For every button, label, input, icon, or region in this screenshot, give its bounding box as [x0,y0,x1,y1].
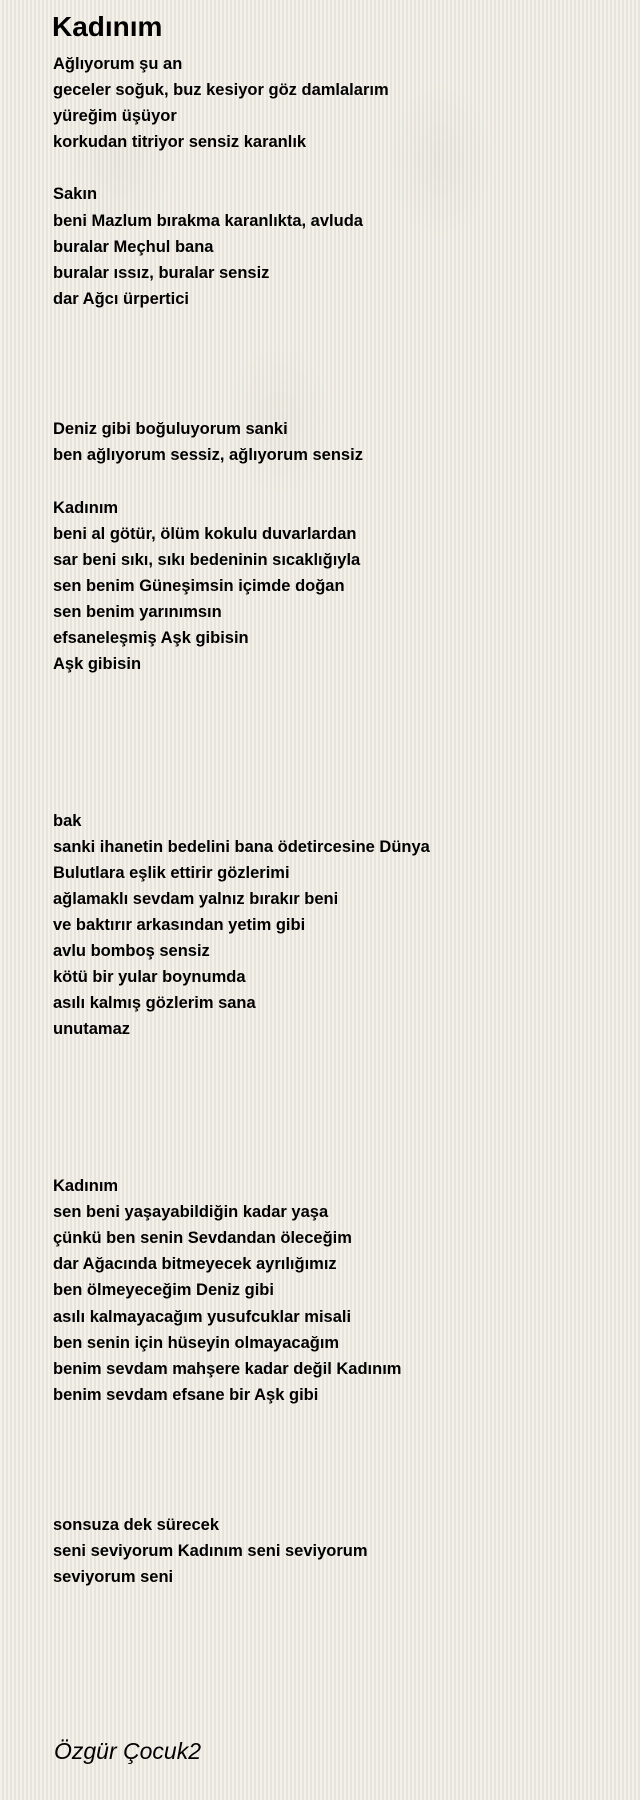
poem-line: Deniz gibi boğuluyorum sanki [53,420,288,439]
poem-line: ben ağlıyorum sessiz, ağlıyorum sensiz [53,446,363,465]
poem-line: yüreğim üşüyor [53,107,177,126]
poem-line: efsaneleşmiş Aşk gibisin [53,629,249,648]
poem-line: korkudan titriyor sensiz karanlık [53,133,307,152]
poem-line: ben ölmeyeceğim Deniz gibi [53,1281,274,1300]
stanza-gap [53,729,613,755]
stanza-gap [53,1486,613,1512]
poem-line: asılı kalmayacağım yusufcuklar misali [53,1307,352,1326]
stanza-gap [53,1095,613,1121]
poem-line: Sakın [53,185,98,204]
poem-line: bak [53,811,82,830]
poem-line: Ağlıyorum şu an [53,55,183,73]
poem-line: dar Ağcı ürpertici [53,289,190,308]
poem-line: avlu bomboş sensiz [53,942,210,961]
stanza-gap [53,677,613,703]
poem-line: sar beni sıkı, sıkı bedeninin sıcaklığıyla [53,550,361,569]
stanza-gap [53,364,613,390]
poem-line: sen benim yarınımsın [53,602,222,621]
poem-line: seni seviyorum Kadınım seni seviyorum [53,1542,368,1561]
poem-line: sanki ihanetin bedelini bana ödetircesine Dünya [53,837,430,856]
stanza-gap [53,703,613,729]
poem-line: asılı kalmış gözlerim sana [53,994,256,1013]
stanza-gap [53,469,613,495]
stanza-gap [53,1069,613,1095]
poem-line: ağlamaklı sevdam yalnız bırakır beni [53,890,339,908]
poem-line: dar Ağacında bitmeyecek ayrılığımız [53,1255,337,1274]
author-name[interactable]: Özgür Çocuk2 [54,1738,202,1764]
stanza-gap [53,1408,613,1434]
poem-line: ve baktırır arkasından yetim gibi [53,916,306,935]
stanza-gap [53,155,613,181]
poem-line: sen benim Güneşimsin içimde doğan [53,576,345,595]
poem-line: beni Mazlum bırakma karanlıkta, avluda [53,211,363,230]
poem-line: çünkü ben senin Sevdandan öleceğim [53,1229,352,1248]
stanza-gap [53,782,613,808]
poem-body [53,51,613,1591]
stanza-gap [53,1434,613,1460]
stanza-gap [53,1147,613,1173]
poem-line: sonsuza dek sürecek [53,1516,219,1535]
poem-line: Bulutlara eşlik ettirir gözlerimi [53,863,290,882]
stanza-gap [53,338,613,364]
poem-line: buralar ıssız, buralar sensiz [53,263,270,282]
stanza-gap [53,1043,613,1069]
stanza-gap [53,1460,613,1486]
poem-line: Kadınım [53,1177,119,1196]
poem-line: beni al götür, ölüm kokulu duvarlardan [53,524,357,543]
poem-line: Aşk gibisin [53,655,142,674]
stanza-gap [53,390,613,416]
stanza-gap [53,756,613,782]
poem-line: sen beni yaşayabildiğin kadar yaşa [53,1203,329,1222]
poem-line: benim sevdam efsane bir Aşk gibi [53,1385,319,1404]
poem-line: unutamaz [53,1020,131,1039]
stanza-gap [53,312,613,338]
poem-line: buralar Meçhul bana [53,237,214,256]
stanza-gap [53,1121,613,1147]
poem-line: seviyorum seni [53,1568,174,1587]
poem-line: ben senin için hüseyin olmayacağım [53,1333,340,1352]
poem-title: Kadınım [52,11,163,42]
poem-line: benim sevdam mahşere kadar değil Kadınım [53,1359,402,1378]
poem-line: kötü bir yular boynumda [53,968,246,987]
poem-line: Kadınım [53,498,119,517]
poem-line: geceler soğuk, buz kesiyor göz damlalarım [53,81,389,100]
